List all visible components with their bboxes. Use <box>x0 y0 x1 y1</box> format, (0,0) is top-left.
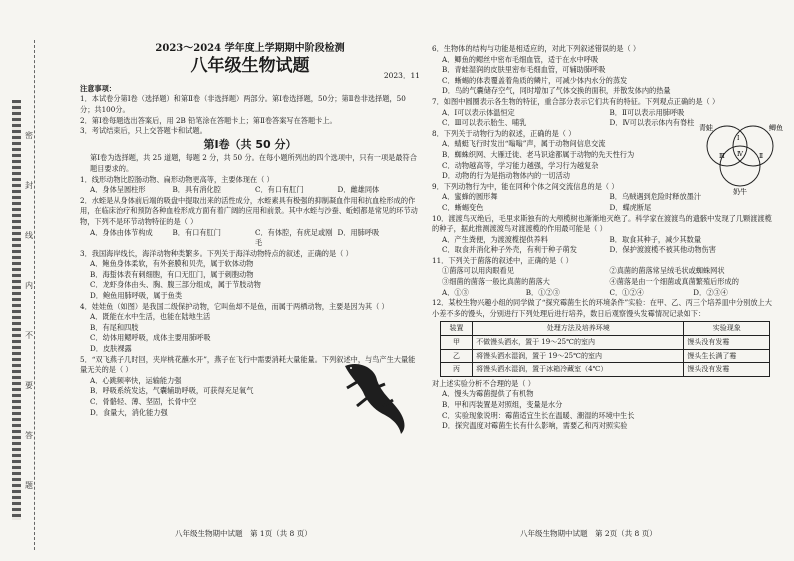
venn-region: Ⅲ <box>719 153 725 160</box>
option: D．雌雄同体 <box>337 185 380 195</box>
question-stem: 对上述实验分析不合理的是（ ） <box>432 378 535 388</box>
question-stem: 7．如图中圆圈表示各生物的特征，重合部分表示它们共有的特征。下列观点正确的是（ ） <box>432 96 720 106</box>
binding-char: 题 <box>25 481 33 490</box>
question-stem: 9．下列动物行为中，能在同种个体之间交流信息的是（ ） <box>432 181 619 191</box>
section-title: 第Ⅰ卷（共 50 分） <box>203 137 297 151</box>
question-stem: 1．线形动物比腔肠动物、扁形动物更高等，主要体现在（ ） <box>80 174 274 184</box>
term-title: 2023～2024 学年度上学期期中阶段检测 <box>155 43 345 54</box>
option: B．海蜇体表有刺细胞，有口无肛门，属于刺胞动物 <box>90 269 254 279</box>
venn-label: 奶牛 <box>733 188 747 196</box>
option: B．有尾和四肢 <box>90 322 139 332</box>
venn-label: 青蛙 <box>699 124 713 132</box>
notice-heading: 注意事项： <box>80 83 116 93</box>
option: A．鲫鱼的鳃丝中密布毛细血管，适于在水中呼吸 <box>442 54 599 64</box>
venn-diagram <box>695 116 785 196</box>
option: A．身体呈圆柱形 <box>90 185 146 195</box>
question-stem: 11．下列关于菌落的叙述中，正确的是（ ） <box>432 255 573 265</box>
table-header: 实验现象 <box>684 322 770 336</box>
option: D．皮肤裸露 <box>90 344 132 354</box>
option: B．蜘蛛织网、大雁迁徙、老马识途都属于动物的先天性行为 <box>442 149 635 159</box>
option: D．鲍鱼用肺呼吸，属于鱼类 <box>90 291 183 301</box>
venn-label: 鲫鱼 <box>769 124 783 132</box>
option: B．甲和丙装置是对照组，变量是水分 <box>442 400 563 409</box>
binding-char: 封 <box>25 181 33 190</box>
option: C．蜥蜴变色 <box>442 202 484 212</box>
question-stem: 12．某校生物兴趣小组的同学做了“探究霉菌生长的环境条件”实验：在甲、乙、丙三个培养皿中分别放上大小差不多的馒头，分别进行下列处理后进行培养，数日后观察馒头发霉情况记录如下： <box>432 298 772 318</box>
option: A．心跳频率快，运输能力强 <box>90 375 182 385</box>
statement: ④菌落是由一个细菌或真菌繁殖后形成的 <box>609 277 739 287</box>
question-stem: 5．“双飞燕子几时回，夹岸桃花蘸水开”，燕子在飞行中需要消耗大量能量。下列叙述中，与鸟产生大量能量无关的是（ ） <box>80 354 416 375</box>
option: B．Ⅱ可以表示用肺呼吸 <box>609 107 685 117</box>
page-2 <box>432 44 777 432</box>
notice-item: 2．第Ⅰ卷每题选出答案后，用 2B 铅笔涂在答题卡上；第Ⅱ卷答案写在答题卡上。 <box>80 115 337 125</box>
table-header: 处理方法及培养环境 <box>473 322 684 336</box>
notice-item: 1．本试卷分第Ⅰ卷（选择题）和第Ⅱ卷（非选择题）两部分。第Ⅰ卷选择题，50分；第Ⅱ卷非选择题，50 分；共100分。 <box>80 94 406 114</box>
option: C．实验现象说明：霉菌适宜生长在温暖、潮湿的环境中生长 <box>442 410 635 420</box>
table-row: 丙 将馒头洒水湿润，置于冰箱冷藏室（4℃） 馒头没有发霉 <box>441 363 770 377</box>
option: D．Ⅳ可以表示体内有脊柱 <box>609 118 695 128</box>
option: A．身体由体节构成 <box>90 227 153 237</box>
venn-region: Ⅳ <box>737 151 743 158</box>
option: D．动物的行为是指动物体内的一切活动 <box>442 171 570 181</box>
option: A．蜜蜂的圆形舞 <box>442 192 498 202</box>
venn-region: Ⅰ <box>737 135 740 142</box>
seal-line <box>34 40 36 550</box>
option: C．龙虾身体由头、胸、腹三部分组成，属于节肢动物 <box>90 280 261 290</box>
question-stem: 3．我国海岸线长，海洋动物种类繁多。下列关于海洋动物特点的叙述，正确的是（ ） <box>80 248 353 258</box>
option: D．保护渡渡榄不被其他动物伤害 <box>609 245 716 255</box>
question-stem: 6．生物体的结构与功能是相适应的，对此下列叙述错误的是（ ） <box>432 44 641 53</box>
statement: ②真菌的菌落常呈绒毛状或蜘蛛网状 <box>609 266 725 276</box>
venn-region: Ⅱ <box>759 153 764 160</box>
binding-char: 线 <box>25 231 33 240</box>
option: B．有口有肛门 <box>172 227 221 237</box>
question-stem: 2．水蛭是从身体前后端的吸盘中提取出来的活性成分，水蛭素具有极强的抑制凝血作用和抗血栓形成的作用，在临床治疗和预防各种血栓形成方面有着广阔的应用和前景。其中水蛭与沙蚕、蚯蚓都是常见的环节动物，下列不是环节动物特征的是（ ） <box>80 195 418 226</box>
option: A．①③ <box>442 287 469 297</box>
giant-salamander-image <box>337 358 412 438</box>
option: A．既能在水中生活，也能在陆地生活 <box>90 312 211 322</box>
statement: ①菌落可以用肉眼看见 <box>442 266 514 276</box>
option: B．①②③ <box>525 287 560 297</box>
exam-date: 2023．11 <box>383 71 420 81</box>
question-stem: 4．娃娃鱼（如图）是我国二级保护动物，它叫鱼却不是鱼，而属于两栖动物，主要是因为其（ ） <box>80 301 389 311</box>
section-intro: 第Ⅰ卷为选择题，共 25 道题，每题 2 分，共 50 分。在每小题所列出的四个选项中，只有一项是最符合题目要求的。 <box>90 153 417 173</box>
binding-char: 内 <box>25 281 33 290</box>
binding-char: 要 <box>25 381 33 390</box>
option: C．有口有肛门 <box>255 185 304 195</box>
footer-right: 八年级生物期中试题 第 2页（共 8 页） <box>520 529 657 538</box>
experiment-table <box>440 321 770 376</box>
option: D．蝶虎断尾 <box>609 202 652 212</box>
option: A．鲍鱼身体柔软，有外套膜和贝壳，属于软体动物 <box>90 259 254 269</box>
option: A．产生粪便，为渡渡榄提供养料 <box>442 234 548 244</box>
binding-char: 密 <box>25 131 33 140</box>
option: C．取食并消化种子外壳，有利于种子萌发 <box>442 245 577 255</box>
option: B．青蛙湿润的皮肤里密布毛细血管，可辅助肺呼吸 <box>442 65 606 75</box>
table-row: 甲 不做馒头洒水，置于 19～25℃的室内 馒头没有发霉 <box>441 336 770 350</box>
footer-left: 八年级生物期中试题 第 1页（共 8 页） <box>175 529 312 538</box>
binding-char: 答 <box>25 431 33 440</box>
notice-item: 3．考试结束后，只上交答题卡和试题。 <box>80 126 207 136</box>
question-stem: 10．渡渡鸟灭绝后，毛里求斯独有的大颅榄树也渐渐地灭绝了。科学家在渡渡鸟的遗骸中发现了几颗渡渡榄的种子，据此推测渡渡鸟对渡渡榄的作用最可能是（ ） <box>432 213 772 234</box>
option: D．②③④ <box>693 287 728 297</box>
option: C．①②④ <box>609 287 644 297</box>
option: A．Ⅰ可以表示体温恒定 <box>442 107 515 117</box>
option: C．幼体用鳃呼吸，成体主要用肺呼吸 <box>90 333 211 343</box>
binding-margin <box>4 40 44 550</box>
option: D．用肺呼吸 <box>337 227 380 237</box>
option: A．馒头为霉菌提供了有机物 <box>442 389 534 399</box>
option: A．蜻蜓飞行时发出“嗡嗡”声，属于动物间信息交流 <box>442 139 606 149</box>
option: D．鸟的气囊储存空气，同时增加了气体交换的面积，并散发体内的热量 <box>442 86 671 96</box>
table-header: 装置 <box>441 322 473 336</box>
statement: ③细菌的菌落一般比真菌的菌落大 <box>442 277 550 287</box>
option: B．具有消化腔 <box>172 185 221 195</box>
option: C．骨骼轻、薄、坚固，长骨中空 <box>90 397 197 406</box>
option: B．取食其种子，减少其数量 <box>609 234 702 244</box>
option: C．动物越高等，学习能力越强，学习行为越复杂 <box>442 160 599 170</box>
table-row: 乙 将馒头洒水湿润，置于 19～25℃的室内 馒头生长满了霉 <box>441 349 770 363</box>
exam-title: 八年级生物试题 <box>190 55 310 76</box>
binding-strip <box>12 100 21 520</box>
option: D．食量大，消化能力强 <box>90 407 168 417</box>
option: D．探究温度对霉菌生长有什么影响，需要乙和丙对照实验 <box>442 421 628 431</box>
option: B．乌贼遇到危险时释放墨汁 <box>609 192 702 202</box>
option: C．有体腔，有疣足或刚毛 <box>255 227 333 248</box>
binding-char: 不 <box>25 331 33 340</box>
option: C．蜥蜴的体表覆盖着角质的鳞片，可减少体内水分的蒸发 <box>442 75 628 85</box>
option: B．呼吸系统发达，气囊辅助呼吸，可获得充足氧气 <box>90 386 254 396</box>
question-stem: 8．下列关于动物行为的叙述，正确的是（ ） <box>432 128 576 138</box>
option: C．Ⅲ可以表示胎生、哺乳 <box>442 118 527 128</box>
